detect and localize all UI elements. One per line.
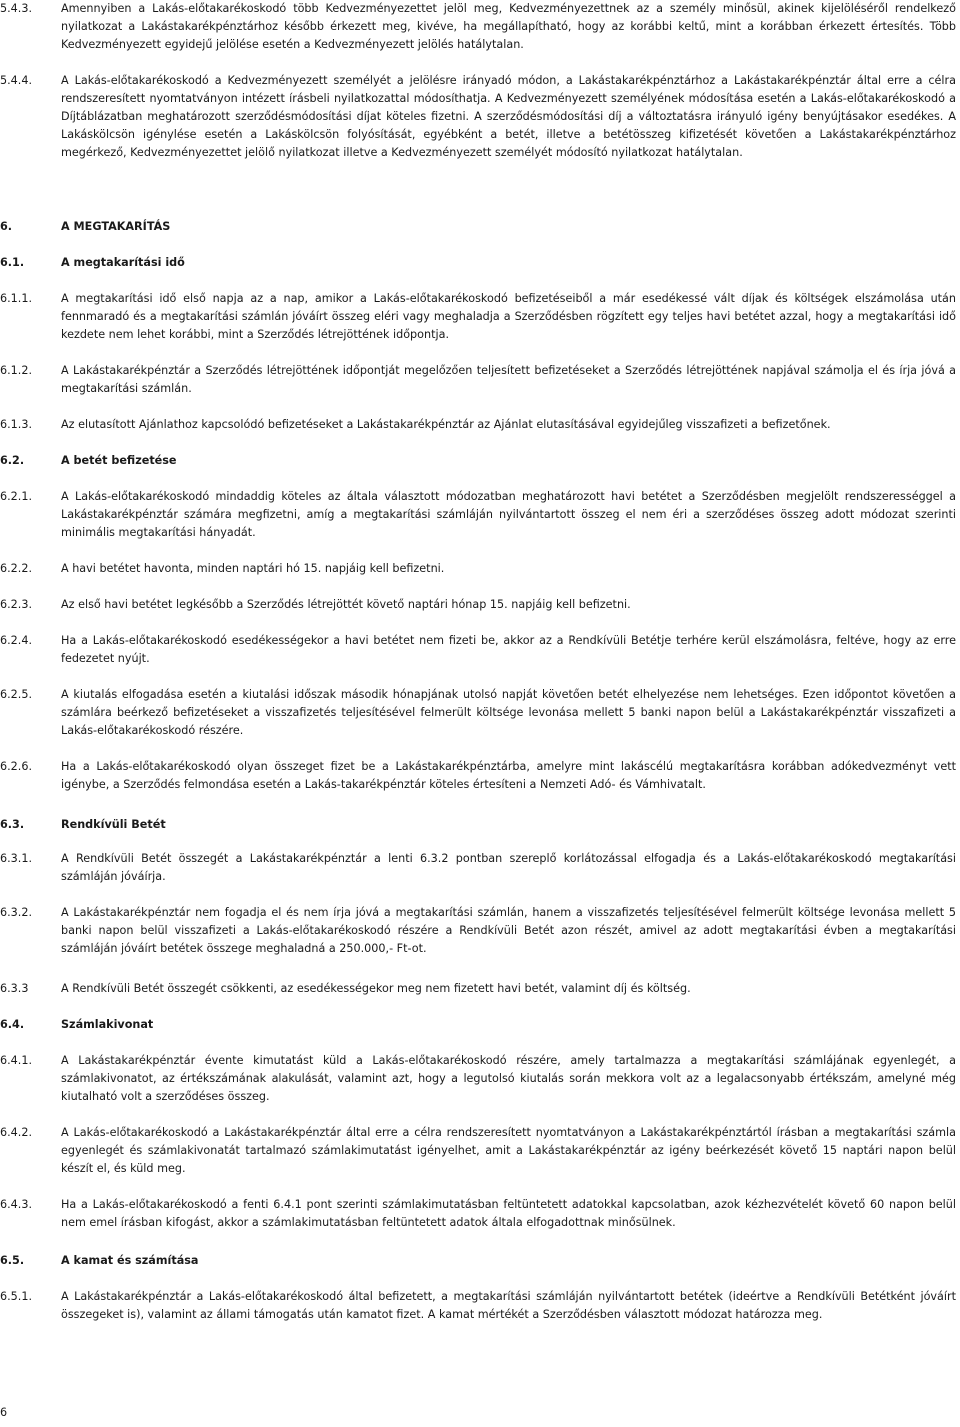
section-number: 5.4.3. (0, 2, 33, 15)
section-number: 6. (0, 220, 13, 233)
heading-text: A MEGTAKARÍTÁS (61, 220, 171, 233)
section-number: 6.5.1. (0, 1290, 33, 1303)
paragraph-text: A Lakástakarékpénztár a Lakás-előtakarékoskodó által befizetett, a megtakarítási számláján nyilvántartott betétek (ideértve a Rendkívüli Betétként jóváírt összegeket is), valamint az állami támogatás után kamatot fizet. A kamat mértékét a Szerződésben választott módozat határozza meg. (61, 1290, 956, 1321)
paragraph-text: A Lakástakarékpénztár nem fogadja el és nem írja jóvá a megtakarítási számlán, hanem a visszafizetés teljesítésével felmerült költsége levonása mellett 5 banki napon belül visszafizeti a Lakás-előtakarékoskodó részére a Rendkívüli Betét azon részét, amivel az adott megtakarítási évben a megtakarítási számláján jóváírt betétek összege meghaladná a 250.000,- Ft-ot. (61, 906, 956, 955)
paragraph-text: A megtakarítási idő első napja az a nap, amikor a Lakás-előtakarékoskodó befizetéseiből a már esedékessé vált díjak és költségek elszámolása után fennmaradó és a megtakarítási számlán jóváírt összeg eléri vagy meghaladja a Szerződésben rögzített egy teljes havi betétet azzal, hogy a megtakarítási idő kezdete nem lehet korábbi, mint a Szerződés létrejöttének időpontja. (61, 292, 956, 341)
section-number: 6.2.3. (0, 598, 33, 611)
paragraph-text: A Lakás-előtakarékoskodó mindaddig köteles az általa választott módozatban meghatározott havi betétet a Szerződésben megjelölt rendszerességgel a Lakástakarékpénztár számára megfizetni, amíg a megtakarítási számláján nyilvántartott összeg el nem éri a szerződéses összeg adott módozat szerinti minimális megtakarítási hányadát. (61, 490, 956, 539)
paragraph-text: A Lakás-előtakarékoskodó a Lakástakarékpénztár által erre a célra rendszeresített nyomtatványon a Lakástakarékpénztártól írásban a megtakarítási számla egyenlegét és számlakivonatát tartalmazó számlakimutatást igényelhet, amit a Lakástakarékpénztár az igény beérkezését követő 15 naptári napon belül készít el, és küld meg. (61, 1126, 956, 1175)
paragraph-text: A kiutalás elfogadása esetén a kiutalási időszak második hónapjának utolsó napját követően betét elhelyezése nem lehetséges. Ezen időpontot követően a számlára beérkező befizetéseket a visszafizetés teljesítésével felmerült költsége levonása mellett 5 banki napon belül a Lakástakarékpénztár visszafizeti a Lakás-előtakarékoskodó részére. (61, 688, 956, 737)
section-number: 6.1.1. (0, 292, 33, 305)
paragraph-text: Ha a Lakás-előtakarékoskodó olyan összeget fizet be a Lakástakarékpénztárba, amelyre mint lakáscélú megtakarításra korábban adókedvezményt vett igénybe, a Szerződés felmondása esetén a Lakás-takarékpénztár köteles értesíteni a Nemzeti Adó- és Vámhivatalt. (61, 760, 956, 791)
section-number: 6.4.3. (0, 1198, 33, 1211)
heading-text: A betét befizetése (61, 454, 177, 467)
section-number: 6.2.2. (0, 562, 33, 575)
section-number: 6.3.1. (0, 852, 33, 865)
page-number: 6 (0, 1406, 8, 1419)
paragraph-text: A Lakástakarékpénztár évente kimutatást küld a Lakás-előtakarékoskodó részére, amely tartalmazza a megtakarítási számlájának egyenlegét, a számlakivonatot, az értékszámának alakulását, valamint azt, hogy a legutolsó kiutalás során mekkora volt az a legalacsonyabb értékszám, amelyné még kiutalható volt a szerződéses összeg. (61, 1054, 956, 1103)
section-number: 6.2.6. (0, 760, 33, 773)
section-number: 6.4.1. (0, 1054, 33, 1067)
heading-text: Rendkívüli Betét (61, 818, 166, 831)
section-number: 6.3.3 (0, 982, 29, 995)
section-number: 6.2. (0, 454, 25, 467)
paragraph-text: A Lakástakarékpénztár a Szerződés létrejöttének időpontját megelőzően teljesített befizetéseket a Szerződés létrejöttének napjával számolja el és írja jóvá a megtakarítási számlán. (61, 364, 956, 395)
paragraph-text: Ha a Lakás-előtakarékoskodó a fenti 6.4.1 pont szerinti számlakimutatásban feltüntetett adatokkal kapcsolatban, azok kézhezvételét követő 60 napon belül nem emel írásban kifogást, akkor a számlakimutatásban feltüntetett adatok általa elfogadottnak minősülnek. (61, 1198, 956, 1229)
section-number: 6.4.2. (0, 1126, 33, 1139)
paragraph-text: A Rendkívüli Betét összegét csökkenti, az esedékességekor meg nem fizetett havi betét, valamint díj és költség. (61, 982, 691, 995)
paragraph-text: A Lakás-előtakarékoskodó a Kedvezményezett személyét a jelölésre irányadó módon, a Lakástakarékpénztárhoz a Lakástakarékpénztár által erre a célra rendszeresített nyomtatványon intézett írásbeli nyilatkozattal módosíthatja. A Kedvezményezett személyének módosítása esetén a Lakás-előtakarékoskodó a Díjtáblázatban meghatározott szerződésmódosítási díjat köteles fizetni. A szerződésmódosítási díj a változtatásra irányuló igény benyújtásakor esedékes. A Lakáskölcsön igénylése esetén a Lakáskölcsön folyósítását, egyébként a betét, illetve a betétösszeg kifizetését követően a Lakástakarékpénztárhoz megérkező, Kedvezményezettet jelölő nyilatkozat illetve a Kedvezményezett személyét módosító nyilatkozat hatálytalan. (61, 74, 956, 159)
section-number: 6.3.2. (0, 906, 33, 919)
paragraph-text: Az első havi betétet legkésőbb a Szerződés létrejöttét követő naptári hónap 15. napjáig kell befizetni. (61, 598, 631, 611)
paragraph-text: A Rendkívüli Betét összegét a Lakástakarékpénztár a lenti 6.3.2 pontban szereplő korlátozással elfogadja és a Lakás-előtakarékoskodó megtakarítási számláján jóváírja. (61, 852, 956, 883)
heading-text: A kamat és számítása (61, 1254, 199, 1267)
heading-text: Számlakivonat (61, 1018, 154, 1031)
section-number: 6.1. (0, 256, 25, 269)
paragraph-text: Ha a Lakás-előtakarékoskodó esedékességekor a havi betétet nem fizeti be, akkor az a Rendkívüli Betétje terhére kerül elszámolásra, feltéve, hogy az erre fedezetet nyújt. (61, 634, 956, 665)
section-number: 6.1.3. (0, 418, 33, 431)
section-number: 6.2.1. (0, 490, 33, 503)
heading-text: A megtakarítási idő (61, 256, 185, 269)
section-number: 6.2.5. (0, 688, 33, 701)
section-number: 6.1.2. (0, 364, 33, 377)
paragraph-text: Amennyiben a Lakás-előtakarékoskodó több Kedvezményezettet jelöl meg, Kedvezményezettnek az a személy minősül, akinek kijelöléséről rendelkező nyilatkozat a Lakástakarékpénztárhoz később érkezett meg, kivéve, ha megállapítható, hogy az korábbi keltű, mint a korábban érkezett értesítés. Több Kedvezményezett egyidejű jelölése esetén a Kedvezményezett jelölés hatálytalan. (61, 2, 956, 51)
paragraph-text: A havi betétet havonta, minden naptári hó 15. napjáig kell befizetni. (61, 562, 445, 575)
section-number: 6.2.4. (0, 634, 33, 647)
section-number: 5.4.4. (0, 74, 33, 87)
section-number: 6.5. (0, 1254, 25, 1267)
paragraph-text: Az elutasított Ajánlathoz kapcsolódó befizetéseket a Lakástakarékpénztár az Ajánlat elutasításával egyidejűleg visszafizeti a befizetőnek. (61, 418, 831, 431)
section-number: 6.3. (0, 818, 25, 831)
section-number: 6.4. (0, 1018, 25, 1031)
